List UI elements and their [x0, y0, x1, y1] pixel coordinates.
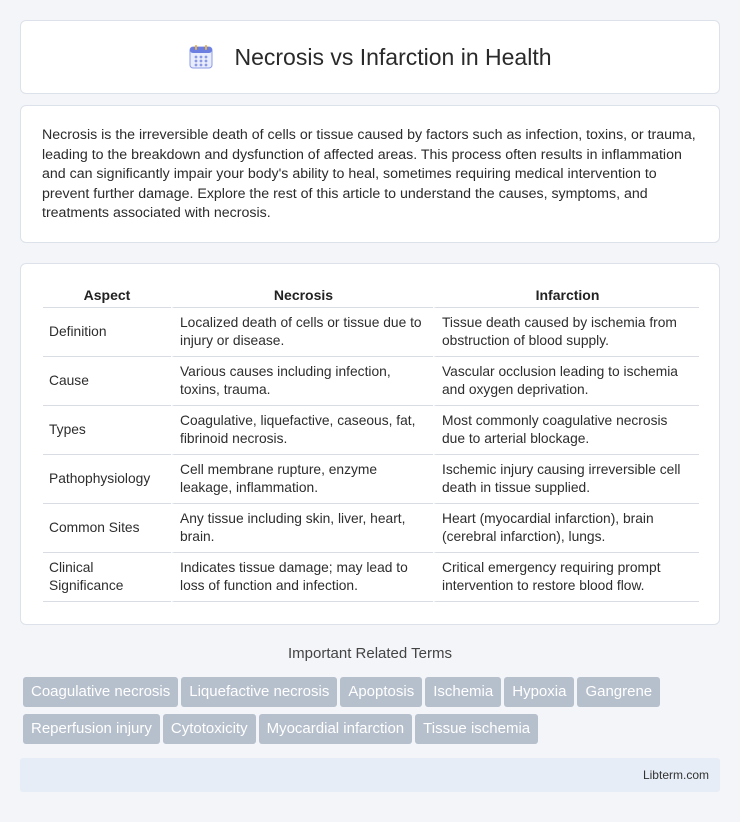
- row-aspect: Definition: [43, 308, 171, 357]
- table-row: [43, 308, 699, 357]
- tag-coagulative-necrosis[interactable]: Coagulative necrosis: [23, 677, 178, 707]
- tag-reperfusion-injury[interactable]: Reperfusion injury: [23, 714, 160, 744]
- table-row: [43, 406, 699, 455]
- row-aspect: Clinical Significance: [43, 553, 171, 602]
- row-infarction: Tissue death caused by ischemia from obstruction of blood supply.: [433, 308, 699, 357]
- tag-cytotoxicity[interactable]: Cytotoxicity: [163, 714, 256, 744]
- table-header-row: [43, 284, 699, 308]
- tag-myocardial-infarction[interactable]: Myocardial infarction: [259, 714, 413, 744]
- calendar-icon: [188, 44, 214, 70]
- page-title: Necrosis vs Infarction in Health: [234, 43, 552, 70]
- footer-brand-link[interactable]: Libterm.com: [642, 768, 709, 782]
- tag-tissue-ischemia[interactable]: Tissue ischemia: [415, 714, 538, 744]
- row-necrosis: Indicates tissue damage; may lead to loss of function and infection.: [171, 553, 433, 602]
- row-aspect: Pathophysiology: [43, 455, 171, 504]
- tag-hypoxia[interactable]: Hypoxia: [504, 677, 574, 707]
- column-header-aspect: Aspect: [43, 284, 171, 308]
- header-card: [20, 20, 720, 94]
- row-infarction: Vascular occlusion leading to ischemia and oxygen deprivation.: [433, 357, 699, 406]
- intro-card: [20, 105, 720, 243]
- row-aspect: Types: [43, 406, 171, 455]
- row-infarction: Ischemic injury causing irreversible cell death in tissue supplied.: [433, 455, 699, 504]
- row-necrosis: Various causes including infection, toxins, trauma.: [171, 357, 433, 406]
- row-aspect: Cause: [43, 357, 171, 406]
- row-infarction: Critical emergency requiring prompt intervention to restore blood flow.: [433, 553, 699, 602]
- row-infarction: Most commonly coagulative necrosis due to arterial blockage.: [433, 406, 699, 455]
- intro-text: Necrosis is the irreversible death of cells or tissue caused by factors such as infection, toxins, or trauma, leading to the breakdown and dysfunction of affected areas. This process often results in inflammation and can significantly impair your body's ability to heal, sometimes requiring medical intervention to prevent further damage. Explore the rest of this article to understand the causes, symptoms, and treatments associated with necrosis.: [42, 127, 696, 222]
- footer: [20, 758, 720, 792]
- tag-gangrene[interactable]: Gangrene: [577, 677, 660, 707]
- row-necrosis: Coagulative, liquefactive, caseous, fat, fibrinoid necrosis.: [171, 406, 433, 455]
- row-necrosis: Cell membrane rupture, enzyme leakage, inflammation.: [171, 455, 433, 504]
- column-header-infarction: Infarction: [433, 284, 699, 308]
- row-aspect: Common Sites: [43, 504, 171, 553]
- comparison-card: [20, 263, 720, 625]
- table-row: [43, 553, 699, 602]
- tag-apoptosis[interactable]: Apoptosis: [340, 677, 422, 707]
- column-header-necrosis: Necrosis: [171, 284, 433, 308]
- tag-liquefactive-necrosis[interactable]: Liquefactive necrosis: [181, 677, 337, 707]
- row-infarction: Heart (myocardial infarction), brain (cerebral infarction), lungs.: [433, 504, 699, 553]
- table-row: [43, 455, 699, 504]
- row-necrosis: Localized death of cells or tissue due to injury or disease.: [171, 308, 433, 357]
- table-row: [43, 504, 699, 553]
- related-terms-list: [23, 677, 723, 751]
- comparison-table: [43, 284, 699, 602]
- related-terms-title: Important Related Terms: [288, 645, 452, 662]
- tag-ischemia[interactable]: Ischemia: [425, 677, 501, 707]
- row-necrosis: Any tissue including skin, liver, heart, brain.: [171, 504, 433, 553]
- table-row: [43, 357, 699, 406]
